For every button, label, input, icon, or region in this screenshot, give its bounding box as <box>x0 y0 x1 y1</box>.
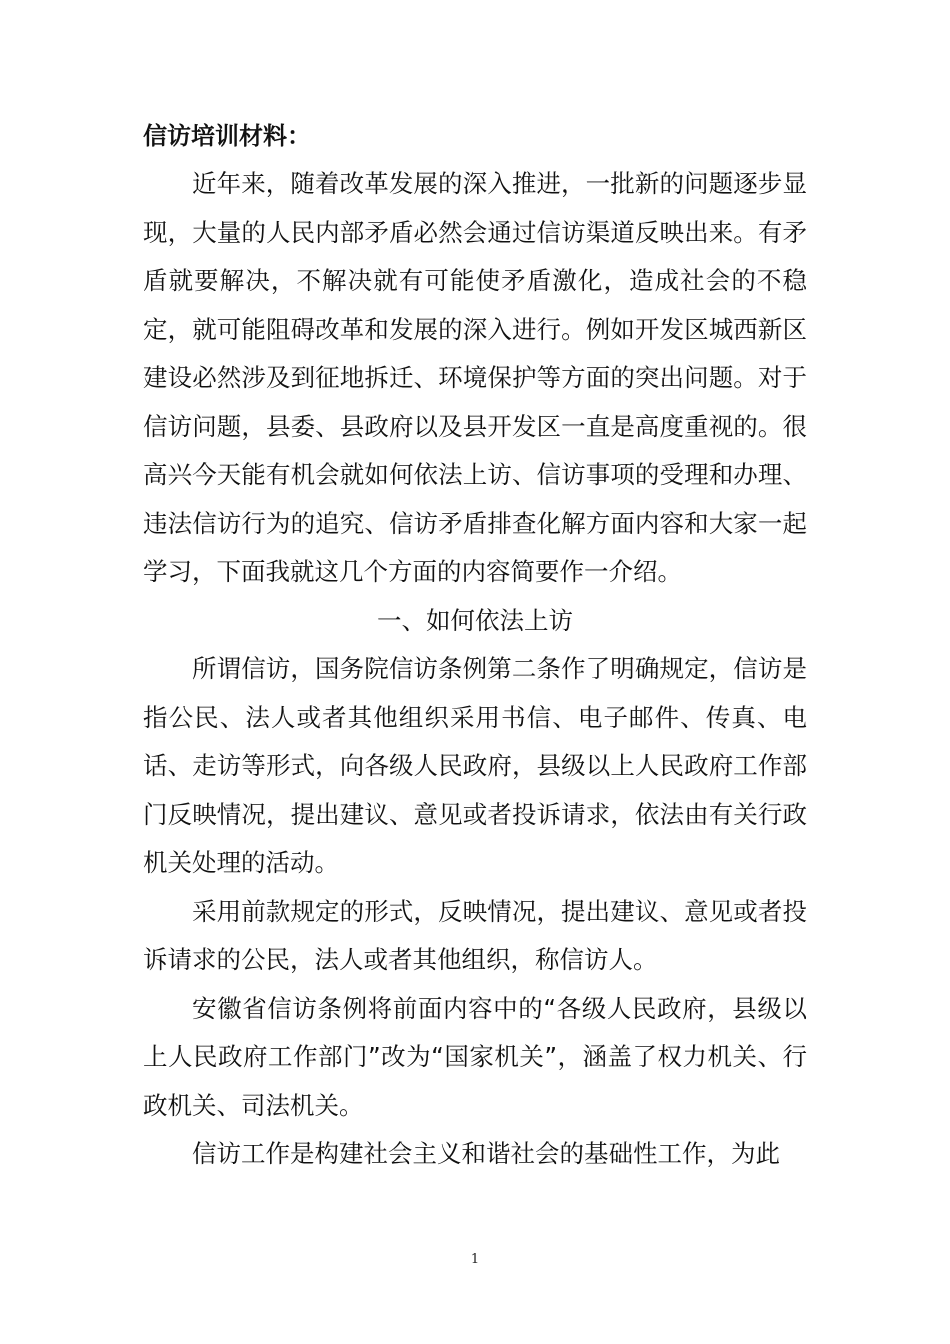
document-title: 信访培训材料： <box>143 122 311 150</box>
paragraph-harmonious-society: 信访工作是构建社会主义和谐社会的基础性工作，为此 <box>192 1139 780 1168</box>
section-heading: 一、如何依法上访 <box>377 605 573 635</box>
document-body <box>143 112 807 1179</box>
intro-paragraph: 近年来，随着改革发展的深入推进，一批新的问题逐步显现，大量的人民内部矛盾必然会通过信访渠道反映出来。有矛盾就要解决，不解决就有可能使矛盾激化，造成社会的不稳定，就可能阻碍改革和发展的深入进行。例如开发区城西新区建设必然涉及到征地拆迁、环境保护等方面的突出问题。对于信访问题，县委、县政府以及县开发区一直是高度重视的。很高兴今天能有机会就如何依法上访、信访事项的受理和办理、违法信访行为的追究、信访矛盾排查化解方面内容和大家一起学习，下面我就这几个方面的内容简要作一介绍。 <box>143 169 807 586</box>
page-number: 1 <box>470 1252 480 1267</box>
paragraph-petitioner: 采用前款规定的形式，反映情况，提出建议、意见或者投诉请求的公民，法人或者其他组织，称信访人。 <box>143 896 807 974</box>
paragraph-definition: 所谓信访，国务院信访条例第二条作了明确规定，信访是指公民、法人或者其他组织采用书信、电子邮件、传真、电话、走访等形式，向各级人民政府，县级以上人民政府工作部门反映情况，提出建议、意见或者投诉请求，依法由有关行政机关处理的活动。 <box>143 654 807 877</box>
paragraph-anhui-regulation: 安徽省信访条例将前面内容中的“各级人民政府，县级以上人民政府工作部门”改为“国家机关”，涵盖了权力机关、行政机关、司法机关。 <box>143 993 807 1120</box>
